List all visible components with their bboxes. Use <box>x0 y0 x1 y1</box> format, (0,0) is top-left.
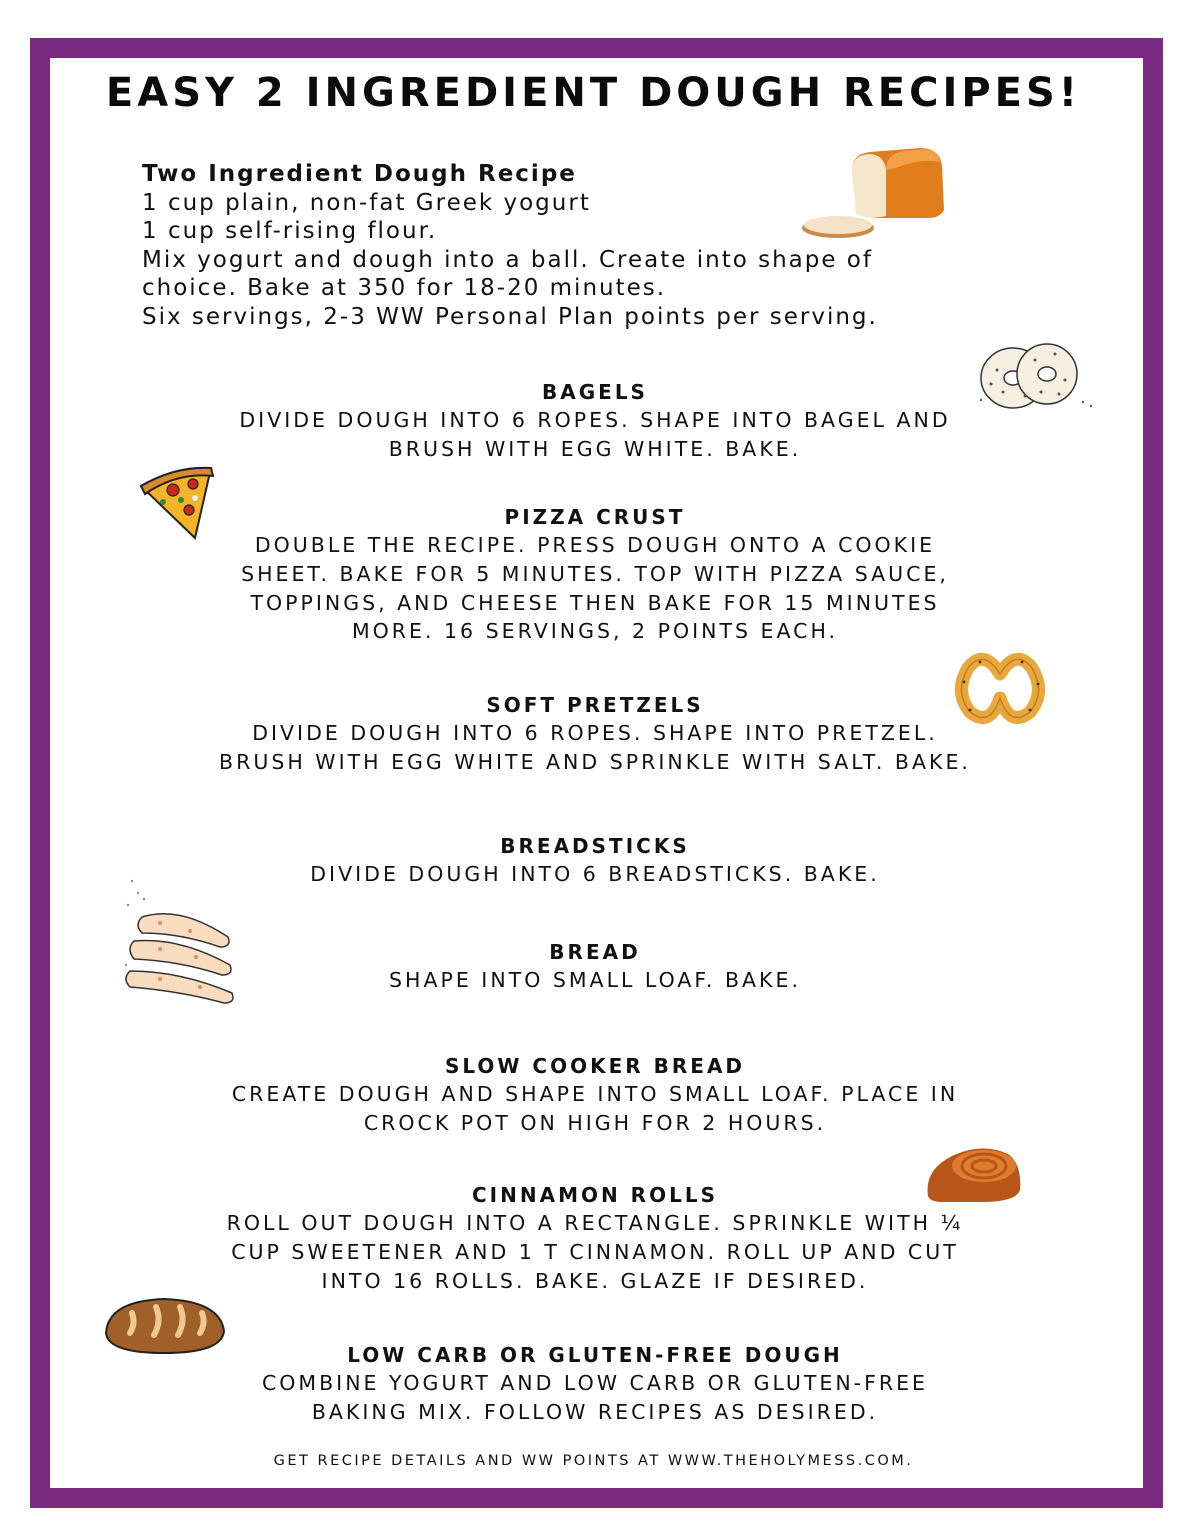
section-line: SHAPE INTO SMALL LOAF. BAKE. <box>389 968 801 992</box>
section-line: DOUBLE THE RECIPE. PRESS DOUGH ONTO A COOKIE <box>254 533 936 557</box>
section-body <box>150 966 1040 995</box>
section-pizza-crust <box>150 503 1040 646</box>
section-heading: SOFT PRETZELS <box>486 693 704 717</box>
section-line: ROLL OUT DOUGH INTO A RECTANGLE. SPRINKLE WITH ¼ <box>226 1211 964 1235</box>
pretzel-icon <box>950 652 1050 730</box>
section-line: BAKING MIX. FOLLOW RECIPES AS DESIRED. <box>311 1399 879 1424</box>
section-body <box>150 719 1040 777</box>
section-line: COMBINE YOGURT AND LOW CARB OR GLUTEN-FREE <box>261 1371 929 1395</box>
section-line: CUP SWEETENER AND 1 T CINNAMON. ROLL UP AND CUT <box>231 1239 959 1264</box>
intro-line: Six servings, 2-3 WW Personal Plan points per serving. <box>142 303 878 330</box>
bread-loaf-icon <box>800 140 950 250</box>
page-title: EASY 2 INGREDIENT DOUGH RECIPES! <box>105 70 1082 116</box>
cinnamon-roll-icon <box>922 1140 1024 1206</box>
intro-title: Two Ingredient Dough Recipe <box>142 161 577 187</box>
intro-line: Mix yogurt and dough into a ball. Create into shape of <box>142 246 873 273</box>
section-line: DIVIDE DOUGH INTO 6 ROPES. SHAPE INTO PRETZEL. <box>252 721 938 745</box>
bagels-icon <box>975 340 1100 418</box>
section-line: SHEET. BAKE FOR 5 MINUTES. TOP WITH PIZZA SAUCE, <box>241 561 949 586</box>
intro-line: choice. Bake at 350 for 18-20 minutes. <box>142 275 667 302</box>
section-line: DIVIDE DOUGH INTO 6 ROPES. SHAPE INTO BAGEL AND <box>239 408 951 432</box>
section-line: CREATE DOUGH AND SHAPE INTO SMALL LOAF. PLACE IN <box>231 1082 959 1106</box>
section-slow-cooker-bread <box>150 1052 1040 1138</box>
section-bagels <box>150 378 1040 464</box>
section-heading: BREAD <box>549 940 641 964</box>
section-line: INTO 16 ROLLS. BAKE. GLAZE IF DESIRED. <box>321 1268 869 1293</box>
section-body <box>150 1209 1040 1295</box>
section-line: MORE. 16 SERVINGS, 2 POINTS EACH. <box>351 619 839 644</box>
section-body <box>150 1080 1040 1138</box>
section-heading: SLOW COOKER BREAD <box>444 1054 746 1078</box>
section-cinnamon-rolls <box>150 1181 1040 1295</box>
section-body <box>150 860 1040 889</box>
section-line: BRUSH WITH EGG WHITE AND SPRINKLE WITH SALT. BAKE. <box>219 749 971 774</box>
section-line: CROCK POT ON HIGH FOR 2 HOURS. <box>363 1110 827 1135</box>
section-heading: BREADSTICKS <box>500 834 690 858</box>
section-soft-pretzels <box>150 691 1040 777</box>
section-low-carb-dough <box>150 1341 1040 1427</box>
breadsticks-icon <box>120 875 240 1010</box>
section-line: DIVIDE DOUGH INTO 6 BREADSTICKS. BAKE. <box>310 862 880 886</box>
intro-line: 1 cup plain, non-fat Greek yogurt <box>142 189 591 216</box>
footer-note: GET RECIPE DETAILS AND WW POINTS AT WWW.THEHOLYMESS.COM. <box>273 1453 914 1469</box>
section-bread <box>150 938 1040 995</box>
section-breadsticks <box>150 832 1040 889</box>
pizza-slice-icon <box>135 462 220 544</box>
section-heading: CINNAMON ROLLS <box>472 1183 718 1207</box>
intro-line: 1 cup self-rising flour. <box>142 218 438 245</box>
section-body <box>150 406 1040 464</box>
section-heading: LOW CARB OR GLUTEN-FREE DOUGH <box>347 1343 843 1367</box>
section-body <box>150 531 1040 646</box>
section-body <box>150 1369 1040 1427</box>
section-heading: BAGELS <box>542 380 648 404</box>
section-heading: PIZZA CRUST <box>504 505 686 529</box>
section-line: TOPPINGS, AND CHEESE THEN BAKE FOR 15 MINUTES <box>250 590 940 615</box>
section-line: BRUSH WITH EGG WHITE. BAKE. <box>388 436 802 461</box>
round-loaf-icon <box>102 1295 228 1357</box>
